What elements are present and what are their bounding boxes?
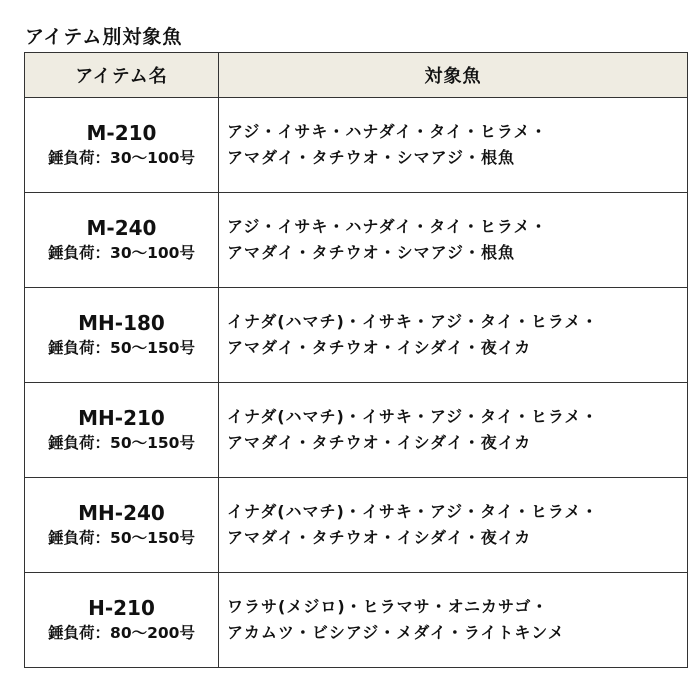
column-header-target-fish: 対象魚 [219,53,688,98]
target-fish-line: アマダイ・タチウオ・イシダイ・夜イカ [227,528,532,547]
table-row [25,193,688,288]
target-fish-cell [219,98,688,193]
model-name: MH-180 [78,311,165,335]
target-fish-cell [219,478,688,573]
table-row [25,383,688,478]
target-fish-line: アジ・イサキ・ハナダイ・タイ・ヒラメ・ [227,217,548,236]
model-name: M-240 [86,216,157,240]
item-cell [25,98,219,193]
target-fish-line: イナダ(ハマチ)・イサキ・アジ・タイ・ヒラメ・ [227,502,599,521]
target-fish-cell [219,383,688,478]
target-fish-line: イナダ(ハマチ)・イサキ・アジ・タイ・ヒラメ・ [227,407,599,426]
sinker-load: 錘負荷：30〜100号 [48,244,195,262]
column-header-item-name: アイテム名 [25,53,219,98]
target-fish-cell [219,573,688,668]
model-name: M-210 [86,121,157,145]
item-cell [25,193,219,288]
target-fish-line: ワラサ(メジロ)・ヒラマサ・オニカサゴ・ [227,597,549,616]
sinker-load: 錘負荷：50〜150号 [48,339,195,357]
table-header-row [25,53,688,98]
target-fish-table [24,52,688,668]
model-name: H-210 [88,596,155,620]
table-row [25,478,688,573]
sinker-load: 錘負荷：80〜200号 [48,624,195,642]
table-row [25,288,688,383]
target-fish-cell [219,193,688,288]
target-fish-line: イナダ(ハマチ)・イサキ・アジ・タイ・ヒラメ・ [227,312,599,331]
model-name: MH-240 [78,501,165,525]
item-cell [25,383,219,478]
target-fish-line: アマダイ・タチウオ・シマアジ・根魚 [227,148,516,167]
target-fish-line: アマダイ・タチウオ・イシダイ・夜イカ [227,433,532,452]
model-name: MH-210 [78,406,165,430]
sinker-load: 錘負荷：50〜150号 [48,434,195,452]
target-fish-cell [219,288,688,383]
target-fish-line: アカムツ・ビシアジ・メダイ・ライトキンメ [227,623,565,642]
target-fish-line: アジ・イサキ・ハナダイ・タイ・ヒラメ・ [227,122,548,141]
item-cell [25,478,219,573]
table-row [25,573,688,668]
page-title: アイテム別対象魚 [25,26,183,48]
sinker-load: 錘負荷：50〜150号 [48,529,195,547]
target-fish-line: アマダイ・タチウオ・シマアジ・根魚 [227,243,516,262]
target-fish-line: アマダイ・タチウオ・イシダイ・夜イカ [227,338,532,357]
item-cell [25,288,219,383]
item-cell [25,573,219,668]
sinker-load: 錘負荷：30〜100号 [48,149,195,167]
table-row [25,98,688,193]
